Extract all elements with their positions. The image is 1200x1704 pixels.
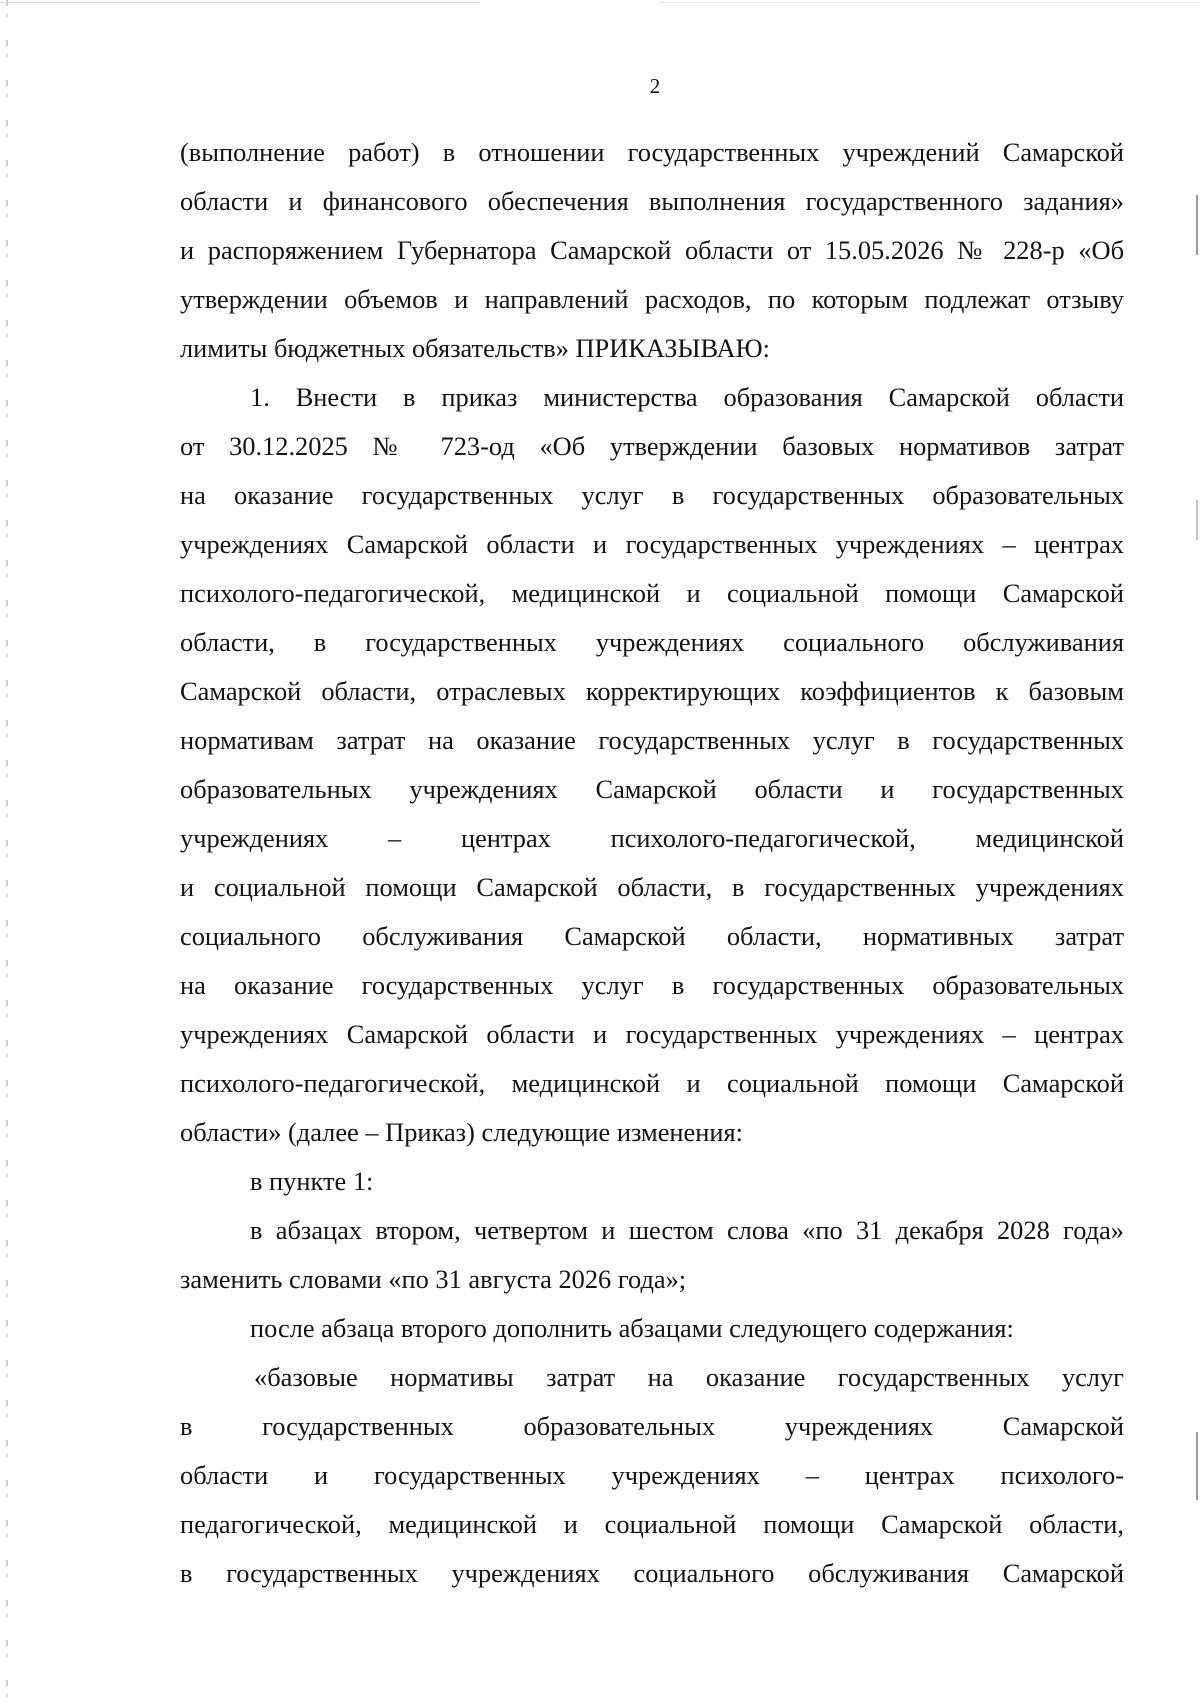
scan-mark-right-mid (1196, 500, 1198, 540)
text-line: «базовые нормативы затрат на оказание государственных услуг (254, 1362, 1124, 1392)
scan-mark-right-bottom (1196, 1432, 1198, 1500)
text-line: и социальной помощи Самарской области, в государственных учреждениях (180, 872, 1124, 902)
paragraph-3 (180, 1157, 1124, 1206)
text-line: психолого-педагогической, медицинской и социальной помощи Самарской (180, 1068, 1124, 1098)
text-line: образовательных учреждениях Самарской области и государственных (180, 774, 1124, 804)
text-line: 1. Внести в приказ министерства образования Самарской области (250, 382, 1124, 412)
text-line: в пункте 1: (250, 1166, 374, 1196)
text-line: педагогической, медицинской и социальной помощи Самарской области, (180, 1509, 1124, 1539)
text-line: учреждениях Самарской области и государственных учреждениях – центрах (180, 529, 1124, 559)
scan-edge-top (0, 2, 1200, 3)
text-line: Самарской области, отраслевых корректирующих коэффициентов к базовым (180, 676, 1124, 706)
paragraph-5 (180, 1304, 1124, 1353)
text-line: после абзаца второго дополнить абзацами следующего содержания: (250, 1313, 1014, 1343)
text-line: на оказание государственных услуг в государственных образовательных (180, 970, 1124, 1000)
text-line: лимиты бюджетных обязательств» ПРИКАЗЫВАЮ: (180, 333, 770, 363)
text-line: социального обслуживания Самарской области, нормативных затрат (180, 921, 1124, 951)
text-line: от 30.12.2025 № 723-од «Об утверждении базовых нормативов затрат (180, 431, 1124, 461)
text-line: области и государственных учреждениях – центрах психолого- (180, 1460, 1124, 1490)
text-line: учреждениях – центрах психолого-педагогической, медицинской (180, 823, 1124, 853)
paragraph-6 (180, 1353, 1124, 1598)
text-line: учреждениях Самарской области и государственных учреждениях – центрах (180, 1019, 1124, 1049)
text-line: (выполнение работ) в отношении государственных учреждений Самарской (180, 137, 1124, 167)
page-number: 2 (649, 74, 661, 98)
paragraph-1 (180, 128, 1124, 373)
text-line: в государственных образовательных учреждениях Самарской (180, 1411, 1124, 1441)
text-line: в абзацах втором, четвертом и шестом слова «по 31 декабря 2028 года» (250, 1215, 1124, 1245)
paragraph-4 (180, 1206, 1124, 1304)
text-line: области и финансового обеспечения выполнения государственного задания» (180, 186, 1124, 216)
scan-mark-right-top (1196, 195, 1198, 255)
text-line: на оказание государственных услуг в государственных образовательных (180, 480, 1124, 510)
text-line: и распоряжением Губернатора Самарской области от 15.05.2026 № 228-р «Об (180, 235, 1124, 265)
paragraph-2 (180, 373, 1124, 1157)
text-line: нормативам затрат на оказание государственных услуг в государственных (180, 725, 1124, 755)
document-body (180, 128, 1124, 1598)
scan-edge-left (6, 0, 8, 1704)
text-line: области» (далее – Приказ) следующие изменения: (180, 1117, 743, 1147)
text-line: области, в государственных учреждениях социального обслуживания (180, 627, 1124, 657)
text-line: утверждении объемов и направлений расходов, по которым подлежат отзыву (180, 284, 1124, 314)
text-line: заменить словами «по 31 августа 2026 года»; (180, 1264, 687, 1294)
text-line: психолого-педагогической, медицинской и социальной помощи Самарской (180, 578, 1124, 608)
text-line: в государственных учреждениях социального обслуживания Самарской (180, 1558, 1124, 1588)
